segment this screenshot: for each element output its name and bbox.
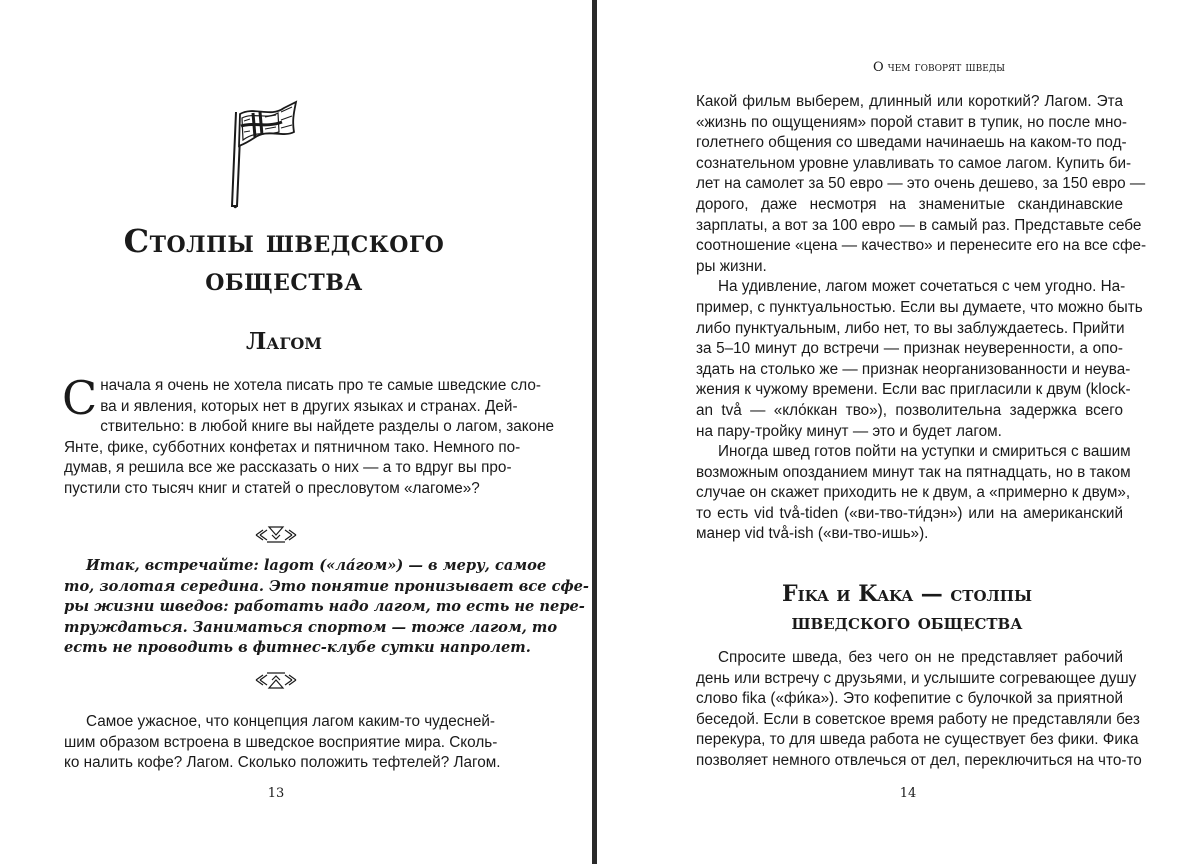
text-line: сознательном уровне улавливать то самое лагом. Купить би- xyxy=(696,154,1132,172)
text-line: начала я очень не хотела писать про те самые шведские сло- xyxy=(100,377,541,394)
section-title: Лагом xyxy=(245,328,323,355)
page-number: 14 xyxy=(899,786,917,801)
text-line: то, золотая середина. Это понятие пронизывает все сфе- xyxy=(64,577,589,595)
chapter-title-line: общества xyxy=(205,260,363,298)
text-line: пример, с пунктуальностью. Если вы думаете, что можно быть xyxy=(696,298,1143,316)
text-line: манер vid två-ish («ви-тво-ишь»). xyxy=(696,525,929,543)
text-line: здать на столько же — признак неорганизованности и неува- xyxy=(696,360,1131,378)
section-title-line: шведского общества xyxy=(791,609,1023,635)
text-line: Какой фильм выберем, длинный или короткий? Лагом. Эта xyxy=(696,93,1123,110)
text-line: дорого, даже несмотря на знаменитые скандинавские xyxy=(696,195,1123,213)
text-line: перекура, то для шведа работа не существует без фики. Фика xyxy=(696,731,1139,749)
text-line: ствительно: в любой книге вы найдете разделы о лагом, законе xyxy=(100,418,555,436)
lagom-definition-quote xyxy=(64,556,589,659)
intro-paragraph xyxy=(62,371,555,500)
running-head: О чем говорят шведы xyxy=(872,60,1006,75)
text-line: ва и явления, которых нет в других языках и странах. Дей- xyxy=(100,397,518,415)
ornament-divider-icon xyxy=(254,523,298,547)
text-line: либо пунктуальным, либо нет, то вы заблуждаетесь. Прийти xyxy=(696,319,1125,337)
section-title-line: Fika и Kaka — столпы xyxy=(782,581,1032,607)
swedish-flag-icon xyxy=(226,98,300,210)
text-line: лет на самолет за 50 евро — это очень дешево, за 150 евро — xyxy=(696,175,1146,193)
text-line: труждаться. Заниматься спортом — тоже лагом, то xyxy=(64,618,558,636)
text-line: зарплаты, а вот за 100 евро — в самый раз. Представьте себе xyxy=(696,216,1142,234)
left-page xyxy=(0,0,593,864)
text-line: возможным опозданием минут так на пятнадцать, но в таком xyxy=(696,463,1131,481)
body-block xyxy=(696,92,1147,545)
text-line: пустили сто тысяч книг и статей о пресловутом «лагоме»? xyxy=(64,479,480,497)
chapter-title-line: Столпы шведского xyxy=(123,222,445,260)
text-line: ко налить кофе? Лагом. Сколько положить тефтелей? Лагом. xyxy=(64,754,501,772)
right-page xyxy=(597,0,1187,864)
text-line: Иногда швед готов пойти на уступки и смириться с вашим xyxy=(718,443,1131,461)
text-line: жения к чужому времени. Если вас пригласили к двум (klock- xyxy=(696,381,1131,399)
text-line: слово fika («фи́ка»). Это кофепитие с булочкой за приятной xyxy=(696,690,1123,708)
text-line: «жизнь по ощущениям» порой ставит в тупик, но после мно- xyxy=(696,113,1128,131)
body-block xyxy=(696,648,1142,772)
text-line: соотношение «цена — качество» и перенесите его на все сфе- xyxy=(696,237,1147,255)
ornament-divider-icon xyxy=(254,668,298,692)
page-number: 13 xyxy=(267,786,285,801)
text-line: Спросите шведа, без чего он не представляет рабочий xyxy=(718,649,1123,666)
text-line: ры жизни шведов: работать надо лагом, то есть не пере- xyxy=(64,598,585,616)
drop-cap: С xyxy=(62,371,98,425)
text-line: есть не проводить в фитнес-клубе сутки напролет. xyxy=(64,639,531,657)
text-line: то есть vid två-tiden («ви-тво-ти́дэн») или на американский xyxy=(696,504,1123,522)
text-line: an två — «кло́ккан тво»), позволительна задержка всего xyxy=(696,401,1123,419)
text-line: шим образом встроена в шведское восприятие мира. Сколь- xyxy=(64,733,498,751)
text-line: Самое ужасное, что концепция лагом каким-то чудесней- xyxy=(86,713,495,730)
text-line: Итак, встречайте: lagom («ла́гом») — в меру, самое xyxy=(86,557,547,574)
text-line: На удивление, лагом может сочетаться с чем угодно. На- xyxy=(718,278,1126,296)
text-line: позволяет немного отвлечься от дел, переключиться на что-то xyxy=(696,751,1142,769)
section-title xyxy=(727,580,1087,636)
text-line: случае он скажет приходить не к двум, а «примерно к двум», xyxy=(696,484,1131,502)
text-line: беседой. Если в советское время работу не представляли без xyxy=(696,710,1140,728)
text-line: голетнего общения со шведами начинаешь на каком-то под- xyxy=(696,134,1127,152)
text-line: Янте, фике, субботних конфетах и пятничном тако. Немного по- xyxy=(64,438,521,456)
text-line: ры жизни. xyxy=(696,257,767,275)
text-line: за 5–10 минут до встречи — признак неуверенности, а опо- xyxy=(696,340,1123,358)
body-paragraph xyxy=(64,712,501,774)
text-line: думав, я решила все же рассказать о них — а то вдруг вы про- xyxy=(64,459,512,477)
chapter-title xyxy=(60,222,508,298)
text-line: на пару-тройку минут — это и будет лагом. xyxy=(696,422,1002,440)
text-line: день или встречу с друзьями, и услышите согревающее душу xyxy=(696,669,1137,687)
